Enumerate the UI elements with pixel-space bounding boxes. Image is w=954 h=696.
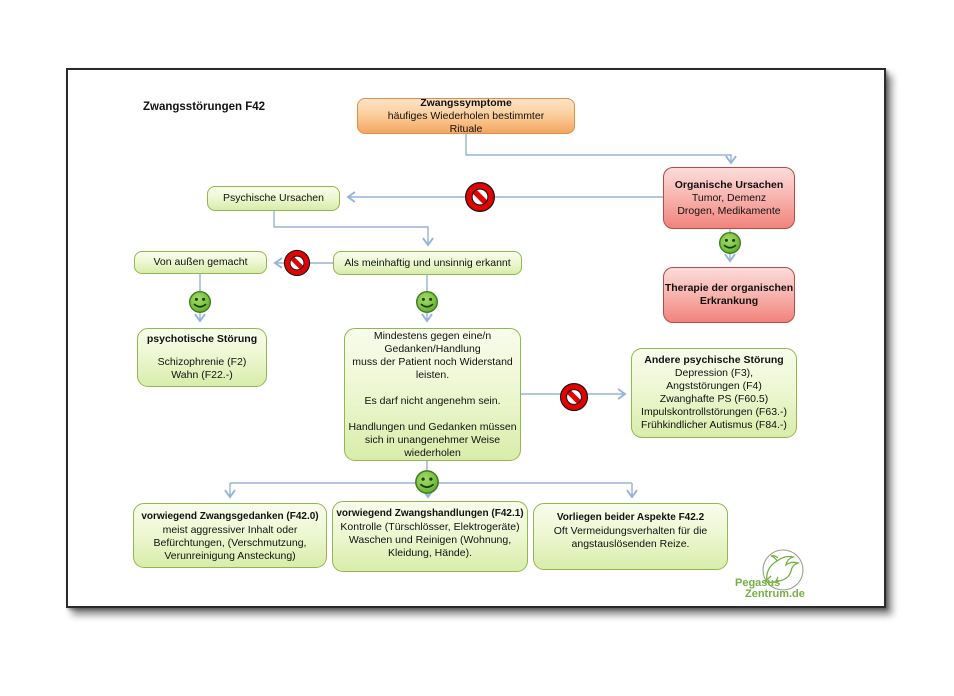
- node-widerstand-line: [345, 408, 520, 421]
- node-widerstand-line: sich in unangenehmer Weise: [364, 433, 501, 446]
- node-andere-title: Andere psychische Störung: [644, 354, 784, 366]
- node-zwangshandlungen-title: vorwiegend Zwangshandlungen (F42.1): [336, 508, 524, 519]
- node-psychotische-stoerung: [137, 328, 267, 387]
- node-widerstand-line: Handlungen und Gedanken müssen: [348, 420, 517, 433]
- node-zwangssymptome: [357, 98, 575, 134]
- node-organische-title: Organische Ursachen: [674, 178, 784, 191]
- node-zwangsgedanken: [133, 503, 327, 568]
- node-organische-line: Drogen, Medikamente: [677, 204, 781, 217]
- node-beide-aspekte-body: Oft Vermeidungsverhalten für die angstauslösenden Reize.: [553, 524, 708, 550]
- node-therapie-line: Therapie der organischen: [664, 282, 794, 294]
- smiley-icon: [415, 290, 439, 314]
- node-widerstand-line: muss der Patient noch Widerstand: [352, 355, 513, 368]
- logo-text-line2: Zentrum.de: [745, 588, 805, 600]
- node-widerstand-line: Gedanken/Handlung: [384, 342, 481, 355]
- node-zwangshandlungen: [332, 501, 528, 572]
- node-von-aussen: [134, 251, 267, 274]
- node-zwangssymptome-line: häufiges Wiederholen bestimmter: [387, 109, 545, 122]
- node-zwangsgedanken-title: vorwiegend Zwangsgedanken (F42.0): [141, 511, 319, 522]
- node-organische-line: Tumor, Demenz: [691, 191, 767, 204]
- node-widerstand-line: [345, 382, 520, 395]
- node-andere-line: Frühkindlicher Autismus (F84.-): [641, 419, 787, 431]
- node-psychotische-title: psychotische Störung: [146, 333, 258, 345]
- node-andere-line: Angststörungen (F4): [666, 380, 762, 392]
- node-widerstand-line: leisten.: [415, 368, 450, 381]
- logo-text-line1: Pegasus: [735, 577, 781, 589]
- connector-symptome-to-organisch: [466, 133, 731, 163]
- node-widerstand-line: wiederholen: [404, 446, 461, 459]
- node-andere-line: Zwanghafte PS (F60.5): [659, 393, 769, 405]
- node-psychotische-line: Wahn (F22.-): [171, 369, 233, 381]
- node-widerstand: [344, 328, 521, 461]
- connector-psychisch-to-meinhaftig: [274, 211, 428, 245]
- node-therapie: [663, 267, 795, 323]
- node-therapie-line: Erkrankung: [699, 295, 759, 307]
- node-beide-aspekte: [533, 503, 728, 570]
- node-als-meinhaftig: [333, 251, 522, 275]
- pegasus-zentrum-logo: [731, 546, 819, 602]
- page-title: Zwangsstörungen F42: [143, 101, 266, 113]
- node-andere-line: Impulskontrollstörungen (F63.-): [641, 406, 787, 418]
- node-psychische-ursachen: [207, 186, 340, 211]
- smiley-icon: [414, 469, 440, 495]
- node-zwangsgedanken-body: meist aggressiver Inhalt oder Befürchtungen, (Verschmutzung, Verunreinigung Ansteckung): [153, 523, 307, 562]
- node-zwangshandlungen-body: Kontrolle (Türschlösser, Elektrogeräte) Waschen und Reinigen (Wohnung, Kleidung, Hände).: [340, 520, 520, 559]
- node-andere-line: Depression (F3),: [674, 367, 754, 379]
- node-von-aussen-label: Von außen gemacht: [153, 256, 248, 268]
- node-zwangssymptome-title: Zwangssymptome: [420, 96, 512, 109]
- node-widerstand-line: Mindestens gegen eine/n: [373, 329, 492, 342]
- prohibition-icon: [283, 249, 311, 277]
- node-psychotische-line: Schizophrenie (F2): [157, 356, 247, 368]
- node-beide-aspekte-title: Vorliegen beider Aspekte F42.2: [556, 512, 705, 523]
- node-als-meinhaftig-label: Als meinhaftig und unsinnig erkannt: [344, 256, 511, 269]
- node-psychische-label: Psychische Ursachen: [223, 192, 324, 204]
- node-organische-ursachen: [663, 167, 795, 229]
- smiley-icon: [718, 231, 742, 255]
- smiley-icon: [188, 290, 212, 314]
- prohibition-icon: [464, 181, 496, 213]
- node-zwangssymptome-line: Rituale: [449, 122, 483, 135]
- prohibition-icon: [559, 382, 589, 412]
- node-andere-stoerung: [631, 348, 797, 438]
- node-widerstand-line: Es darf nicht angenehm sein.: [364, 394, 501, 407]
